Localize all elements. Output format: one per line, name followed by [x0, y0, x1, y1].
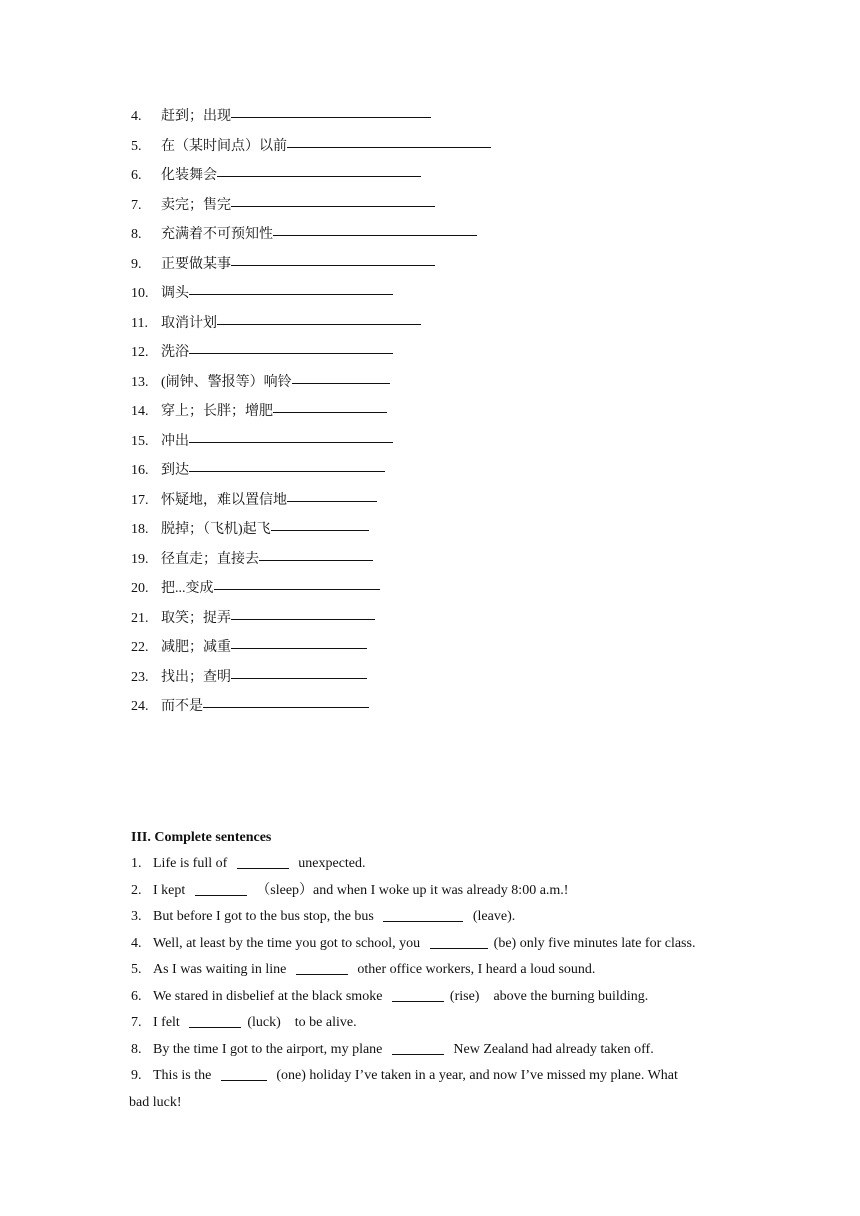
answer-blank[interactable]	[287, 500, 377, 502]
item-prompt: 径直走；直接去	[161, 551, 259, 567]
item-number: 18.	[131, 522, 149, 537]
item-number: 6.	[131, 988, 142, 1004]
vocab-item	[131, 663, 731, 693]
answer-blank[interactable]	[383, 907, 463, 922]
item-prompt: 找出；查明	[161, 669, 231, 685]
item-prompt: 把...变成	[161, 581, 214, 596]
sentence-list	[131, 851, 751, 1116]
answer-blank[interactable]	[292, 382, 390, 384]
item-prompt: 怀疑地，难以置信地	[161, 492, 287, 508]
sentence-text-before: But before I got to the bus stop, the bus	[153, 909, 378, 924]
item-prompt: 而不是	[161, 699, 203, 714]
sentence-text-after: (luck) to be alive.	[247, 1015, 357, 1030]
sentence-text-before: I kept	[153, 882, 189, 898]
sentence-text-before: As I was waiting in line	[153, 962, 290, 977]
sentence-item	[131, 957, 751, 984]
answer-blank[interactable]	[287, 146, 491, 148]
complete-sentences-section	[131, 825, 751, 1116]
answer-blank[interactable]	[271, 529, 369, 531]
sentence-item	[131, 1063, 751, 1090]
answer-blank[interactable]	[231, 205, 435, 207]
answer-blank[interactable]	[189, 1013, 241, 1028]
vocab-item	[131, 692, 731, 722]
answer-blank[interactable]	[392, 1040, 444, 1055]
answer-blank[interactable]	[296, 960, 348, 975]
vocab-item	[131, 102, 731, 132]
item-prompt: 冲出	[161, 433, 189, 449]
vocab-item	[131, 545, 731, 575]
item-number: 4.	[131, 109, 142, 124]
item-number: 24.	[131, 699, 149, 714]
vocab-item	[131, 486, 731, 516]
item-number: 1.	[131, 856, 142, 871]
vocab-item	[131, 279, 731, 309]
sentence-text-after: （sleep）and when I woke up it was already 8:00 a.m.!	[252, 882, 569, 898]
item-number: 14.	[131, 404, 149, 419]
vocab-item	[131, 132, 731, 162]
item-prompt: 减肥；减重	[161, 640, 231, 655]
vocabulary-list	[131, 102, 731, 722]
item-number: 8.	[131, 227, 142, 242]
item-number: 22.	[131, 640, 149, 655]
answer-blank[interactable]	[231, 116, 431, 118]
answer-blank[interactable]	[217, 323, 421, 325]
answer-blank[interactable]	[189, 441, 393, 443]
vocab-item	[131, 161, 731, 191]
answer-blank[interactable]	[189, 352, 393, 354]
item-prompt: (闹钟、警报等）响铃	[161, 374, 292, 390]
sentence-item	[131, 1010, 751, 1037]
item-prompt: 取笑；捉弄	[161, 610, 231, 626]
sentence-text-after: (one) holiday I’ve taken in a year, and now I’ve missed my plane. What	[272, 1068, 678, 1083]
item-number: 17.	[131, 492, 149, 508]
item-number: 16.	[131, 463, 149, 478]
vocab-item	[131, 338, 731, 368]
item-number: 4.	[131, 935, 142, 951]
item-prompt: 卖完；售完	[161, 197, 231, 213]
vocab-item	[131, 250, 731, 280]
item-prompt: 脱掉；（飞机)起飞	[161, 522, 271, 537]
sentence-text-before: We stared in disbelief at the black smoke	[153, 988, 386, 1004]
item-prompt: 化装舞会	[161, 168, 217, 183]
answer-blank[interactable]	[231, 264, 435, 266]
item-number: 13.	[131, 374, 149, 390]
item-prompt: 赶到；出现	[161, 109, 231, 124]
sentence-item	[131, 931, 751, 958]
vocab-item	[131, 456, 731, 486]
sentence-text-after: (rise) above the burning building.	[449, 988, 649, 1004]
item-number: 15.	[131, 433, 149, 449]
vocab-item	[131, 574, 731, 604]
sentence-text-after: (be) only five minutes late for class.	[493, 935, 696, 951]
sentence-text-before: Life is full of	[153, 856, 231, 871]
sentence-item	[131, 878, 751, 905]
sentence-text-before: By the time I got to the airport, my plane	[153, 1041, 386, 1057]
item-number: 23.	[131, 669, 149, 685]
item-number: 5.	[131, 962, 142, 977]
item-number: 21.	[131, 610, 149, 626]
item-number: 9.	[131, 256, 142, 272]
answer-blank[interactable]	[189, 470, 385, 472]
item-number: 7.	[131, 197, 142, 213]
item-number: 19.	[131, 551, 149, 567]
item-prompt: 调头	[161, 286, 189, 301]
item-number: 8.	[131, 1041, 142, 1057]
answer-blank[interactable]	[231, 618, 375, 620]
item-number: 2.	[131, 882, 142, 898]
section-title: III. Complete sentences	[131, 830, 272, 845]
item-prompt: 在（某时间点）以前	[161, 138, 287, 154]
item-number: 10.	[131, 286, 149, 301]
sentence-text-before: I felt	[153, 1015, 184, 1030]
item-number: 3.	[131, 909, 142, 924]
answer-blank[interactable]	[203, 706, 369, 708]
item-number: 7.	[131, 1015, 142, 1030]
vocab-item	[131, 604, 731, 634]
answer-blank[interactable]	[217, 175, 421, 177]
item-number: 11.	[131, 315, 148, 331]
item-number: 20.	[131, 581, 149, 596]
sentence-text-after: other office workers, I heard a loud sound.	[353, 962, 596, 977]
item-prompt: 到达	[161, 463, 189, 478]
item-number: 6.	[131, 168, 142, 183]
item-prompt: 穿上；长胖；增肥	[161, 404, 273, 419]
answer-blank[interactable]	[430, 934, 488, 949]
item-prompt: 正要做某事	[161, 256, 231, 272]
sentence-text-after: (leave).	[469, 909, 516, 924]
item-prompt: 充满着不可预知性	[161, 227, 273, 242]
sentence-item	[131, 1037, 751, 1064]
sentence-text-before: This is the	[153, 1068, 215, 1083]
answer-blank[interactable]	[214, 588, 380, 590]
vocab-item	[131, 220, 731, 250]
answer-blank[interactable]	[237, 854, 289, 869]
vocab-item	[131, 191, 731, 221]
sentence-text-before: Well, at least by the time you got to school, you	[153, 935, 424, 951]
sentence-text-after: unexpected.	[294, 856, 366, 871]
sentence-text-after: New Zealand had already taken off.	[449, 1041, 654, 1057]
answer-blank[interactable]	[392, 987, 444, 1002]
sentence-continuation: bad luck!	[129, 1094, 182, 1110]
answer-blank[interactable]	[195, 881, 247, 896]
answer-blank[interactable]	[273, 234, 477, 236]
vocab-item	[131, 427, 731, 457]
vocab-item	[131, 397, 731, 427]
vocab-item	[131, 368, 731, 398]
sentence-item	[131, 984, 751, 1011]
vocab-item	[131, 309, 731, 339]
item-number: 5.	[131, 138, 142, 154]
vocab-item	[131, 633, 731, 663]
sentence-item	[131, 851, 751, 878]
item-number: 12.	[131, 345, 149, 360]
sentence-item	[131, 904, 751, 931]
answer-blank[interactable]	[273, 411, 387, 413]
item-prompt: 取消计划	[161, 315, 217, 331]
item-prompt: 洗浴	[161, 345, 189, 360]
item-number: 9.	[131, 1068, 142, 1083]
answer-blank[interactable]	[189, 293, 393, 295]
vocab-item	[131, 515, 731, 545]
answer-blank[interactable]	[221, 1066, 267, 1081]
answer-blank[interactable]	[231, 677, 367, 679]
answer-blank[interactable]	[231, 647, 367, 649]
answer-blank[interactable]	[259, 559, 373, 561]
